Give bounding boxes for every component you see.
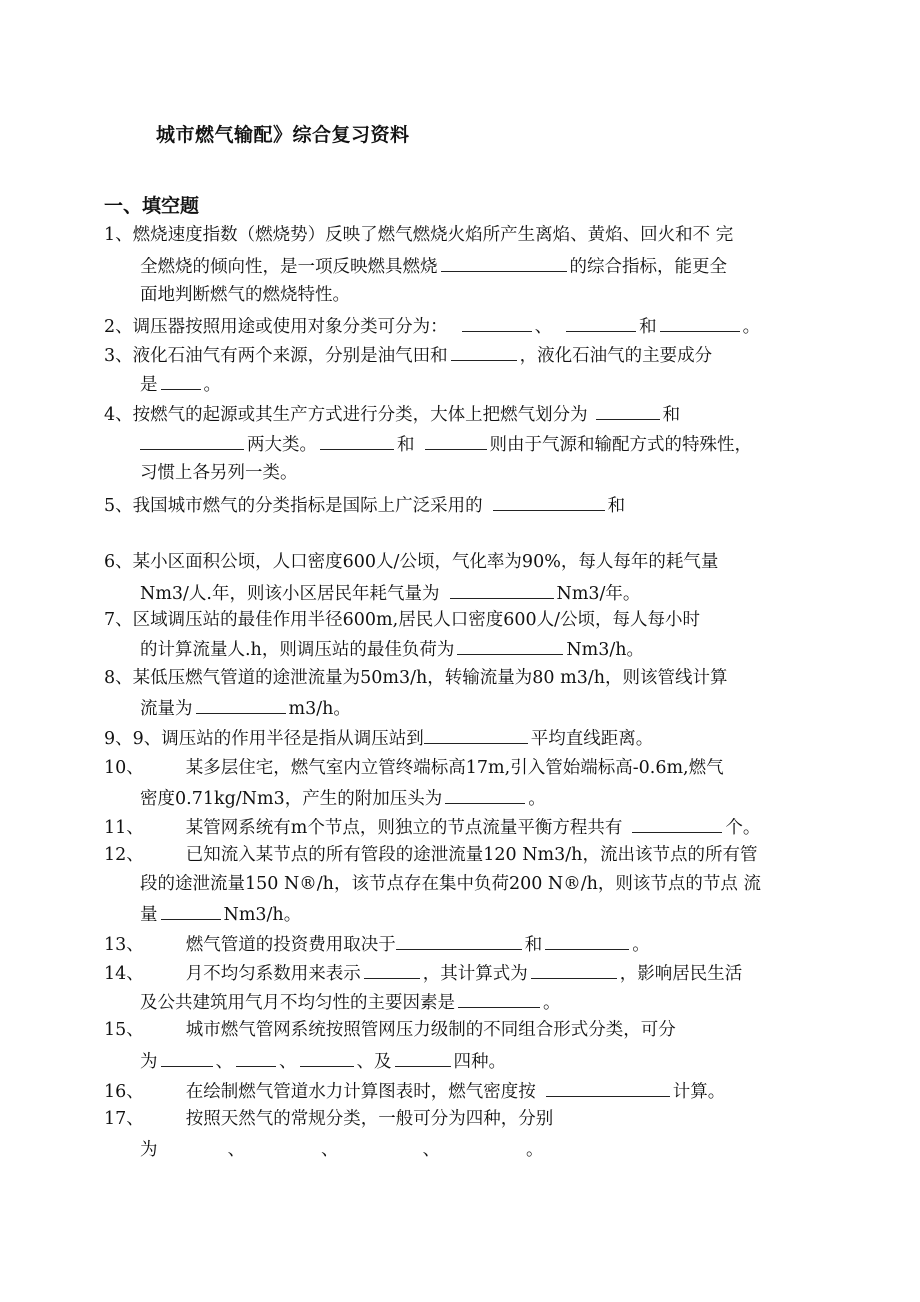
q6-line-1 [104,550,718,574]
q16-blank-1[interactable] [546,1078,670,1097]
q3-line-2 [140,371,221,397]
q11-blank-1[interactable] [632,814,722,833]
q5-blank-1[interactable] [493,492,605,511]
q9-text-a: 9、调压站的作用半径是指从调压站到 [132,729,424,749]
q16-number: 16、 [104,1082,144,1102]
document-title: 城市燃气输配》综合复习资料 [156,124,410,146]
q8-line-2 [140,695,351,721]
q7-number: 7、 [104,610,133,630]
q14-text-d: 及公共建筑用气月不均匀性的主要因素是 [140,993,455,1013]
q6-blank-1[interactable] [450,580,554,599]
q13-number: 13、 [104,935,144,955]
q15-text-a: 城市燃气管网系统按照管网压力级制的不同组合形式分类，可分 [185,1020,676,1040]
q5-text-a: 我国城市燃气的分类指标是国际上广泛采用的 [132,496,483,516]
q6-text-c: Nm3/年。 [556,584,641,604]
q10-text-b: 密度0.71kg/Nm3，产生的附加压头为 [140,789,443,809]
q12-text-c: 量 [140,905,158,925]
q15-line-1 [104,1018,676,1042]
q11-text-b: 个。 [725,818,761,838]
q8-blank-1[interactable] [196,695,286,714]
q12-line-1 [104,843,757,867]
q1-number: 1、 [104,225,133,245]
q2-blank-1[interactable] [462,313,532,332]
q14-number: 14、 [104,964,144,984]
q17-text-a: 按照天然气的常规分类，一般可分为四种，分别 [185,1109,554,1129]
q15-blank-1[interactable] [161,1048,213,1067]
q17-text-d: 、 [321,1140,339,1160]
q1-line-2 [140,253,727,279]
q7-text-a: 区域调压站的最佳作用半径600m,居民人口密度600人/公顷，每人每小时 [132,610,700,630]
q6-line-2 [140,580,640,606]
q3-text-d: 。 [203,375,221,395]
q12-text-a: 已知流入某节点的所有管段的途泄流量120 Nm3/h，流出该节点的所有管 [185,845,758,865]
q12-text-d: Nm3/h。 [223,905,302,925]
q17-number: 17、 [104,1109,144,1129]
q4-text-f: 习惯上各另列一类。 [140,463,298,483]
q11-text-a: 某管网系统有m个节点，则独立的节点流量平衡方程共有 [185,818,623,838]
q15-blank-4[interactable] [395,1048,451,1067]
q6-text-b: Nm3/人.年，则该小区居民年耗气量为 [140,584,440,604]
q1-blank-1[interactable] [441,253,567,272]
q5-number: 5、 [104,496,133,516]
q8-text-c: m3/h。 [288,699,351,719]
q3-number: 3、 [104,346,133,366]
q17-text-b: 为 [140,1140,158,1160]
q2-line-1 [104,313,760,339]
q10-blank-1[interactable] [445,785,525,804]
q2-number: 2、 [104,317,133,337]
q10-number: 10、 [104,758,144,778]
q1-line-1 [104,223,733,247]
q4-text-b: 和 [662,405,681,425]
q11-line-1 [104,814,760,840]
q3-line-1 [104,342,712,368]
q7-text-b: 的计算流量人.h，则调压站的最佳负荷为 [140,640,455,660]
q12-text-b: 段的途泄流量150 N®/h，该节点存在集中负荷200 N®/h，则该节点的节点 流 [140,874,761,894]
q1-text-3: 面地判断燃气的燃烧特性。 [140,285,350,305]
q2-text-a: 调压器按照用途或使用对象分类可分为： [132,317,448,337]
q4-text-d: 和 [397,435,415,455]
q4-line-1 [104,401,680,427]
q14-blank-2[interactable] [531,960,617,979]
q9-text-b: 平均直线距离。 [530,729,654,749]
q3-text-b: ，液化石油气的主要成分 [519,346,713,366]
q3-blank-2[interactable] [161,371,201,390]
q13-blank-1[interactable] [396,931,522,950]
q15-text-e: 、及 [356,1052,392,1072]
q1-line-3 [140,283,350,307]
q13-text-a: 燃气管道的投资费用取决于 [185,935,396,955]
q4-blank-2[interactable] [140,431,244,450]
q10-text-a: 某多层住宅，燃气室内立管终端标高17m,引入管始端标高-0.6m,燃气 [185,758,724,778]
q9-number: 9、 [104,729,133,749]
q15-text-c: 、 [215,1052,233,1072]
q15-blank-3[interactable] [300,1048,354,1067]
q2-text-b: 、 [534,317,553,337]
q13-text-b: 和 [524,935,543,955]
q2-blank-2[interactable] [566,313,636,332]
q3-blank-1[interactable] [451,342,517,361]
q12-blank-1[interactable] [161,901,221,920]
q3-text-c: 是 [140,375,158,395]
q14-line-1 [104,960,742,986]
q5-text-b: 和 [607,496,626,516]
q4-text-c: 两大类。 [247,435,317,455]
q2-text-d: 。 [742,317,761,337]
q7-blank-1[interactable] [457,636,563,655]
q1-text-1: 燃烧速度指数（燃烧势）反映了燃气燃烧火焰所产生离焰、黄焰、回火和不 完 [132,225,734,245]
q10-text-c: 。 [528,789,546,809]
q14-text-c: ，影响居民生活 [619,964,743,984]
q2-blank-3[interactable] [660,313,740,332]
q12-line-2 [140,872,761,896]
q8-text-a: 某低压燃气管道的途泄流量为50m3/h，转输流量为80 m3/h，则该管线计算 [132,668,728,688]
q17-text-c: 、 [227,1140,245,1160]
q17-text-e: 、 [422,1140,440,1160]
q7-line-2 [140,636,644,662]
q7-line-1 [104,608,700,632]
q10-line-1 [104,756,724,780]
q17-line-1 [104,1107,553,1131]
section-heading: 一、填空题 [104,195,200,217]
q9-line-1 [104,725,653,751]
q4-blank-4[interactable] [425,431,487,450]
q8-text-b: 流量为 [140,699,193,719]
q8-number: 8、 [104,668,133,688]
q13-line-1 [104,931,650,957]
q8-line-1 [104,666,728,690]
q14-line-2 [140,989,561,1015]
q12-line-3 [140,901,301,927]
q14-text-e: 。 [543,993,561,1013]
q9-blank-1[interactable] [424,725,528,744]
q15-text-f: 四种。 [453,1052,506,1072]
q4-text-a: 按燃气的起源或其生产方式进行分类，大体上把燃气划分为 [132,405,588,425]
q4-line-2 [140,431,752,457]
q16-text-a: 在绘制燃气管道水力计算图表时，燃气密度按 [185,1082,536,1102]
q15-number: 15、 [104,1020,144,1040]
q17-text-f: 。 [526,1140,544,1160]
q14-text-a: 月不均匀系数用来表示 [185,964,361,984]
q15-text-b: 为 [140,1052,158,1072]
q1-text-2b: 的综合指标，能更全 [569,257,727,277]
q4-blank-1[interactable] [596,401,660,420]
q15-line-2 [140,1048,506,1074]
q6-text-a: 某小区面积公顷，人口密度600人/公顷，气化率为90%，每人每年的耗气量 [132,552,719,572]
q15-text-d: 、 [279,1052,297,1072]
q11-number: 11、 [104,818,144,838]
q10-line-2 [140,785,546,811]
q5-line-1 [104,492,625,518]
q13-blank-2[interactable] [545,931,629,950]
q14-text-b: ，其计算式为 [422,964,528,984]
q4-number: 4、 [104,405,133,425]
q3-text-a: 液化石油气有两个来源，分别是油气田和 [132,346,448,366]
q6-number: 6、 [104,552,133,572]
q4-text-e: 则由于气源和输配方式的特殊性， [489,435,752,455]
q4-line-3 [140,461,298,485]
q17-line-2 [140,1138,544,1162]
q4-blank-3[interactable] [320,431,394,450]
q2-text-c: 和 [639,317,657,337]
q14-blank-3[interactable] [458,989,540,1008]
q13-text-c: 。 [632,935,650,955]
q1-text-2a: 全燃烧的倾向性，是一项反映燃具燃烧 [140,257,438,277]
q15-blank-2[interactable] [236,1048,276,1067]
q12-number: 12、 [104,845,144,865]
q16-text-b: 计算。 [672,1082,726,1102]
q14-blank-1[interactable] [364,960,420,979]
q16-line-1 [104,1078,725,1104]
q7-text-c: Nm3/h。 [566,640,645,660]
